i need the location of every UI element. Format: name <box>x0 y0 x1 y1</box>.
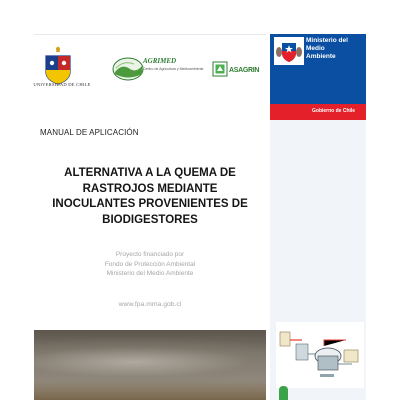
chile-shield-icon <box>274 37 304 65</box>
cover-photo <box>34 330 266 400</box>
document-title: ALTERNATIVA A LA QUEMA DE RASTROJOS MEDIANTE INOCULANTES PROVENIENTES DE BIODIGESTORES <box>52 167 248 226</box>
agrimed-label: AGRIMED <box>143 57 177 65</box>
asagrin-label: ASAGRIN <box>229 67 260 74</box>
series-label: MANUAL DE APLICACIÓN <box>40 128 139 137</box>
project-funding: Proyecto financiado por Fondo de Protección Ambiental Ministerio del Medio Ambiente <box>104 251 196 277</box>
university-label: UNIVERSIDAD DE CHILE <box>33 82 91 87</box>
green-mark-icon <box>279 386 288 400</box>
agrimed-tagline: Centro de Agricultura y Medioambiente <box>143 67 204 71</box>
project-url: www.fpa.mma.gob.cl <box>118 301 182 308</box>
biodigester-diagram-icon <box>276 322 364 388</box>
ministry-title: Ministerio del Medio Ambiente <box>306 37 348 60</box>
government-label: Gobierno de Chile <box>312 108 356 114</box>
